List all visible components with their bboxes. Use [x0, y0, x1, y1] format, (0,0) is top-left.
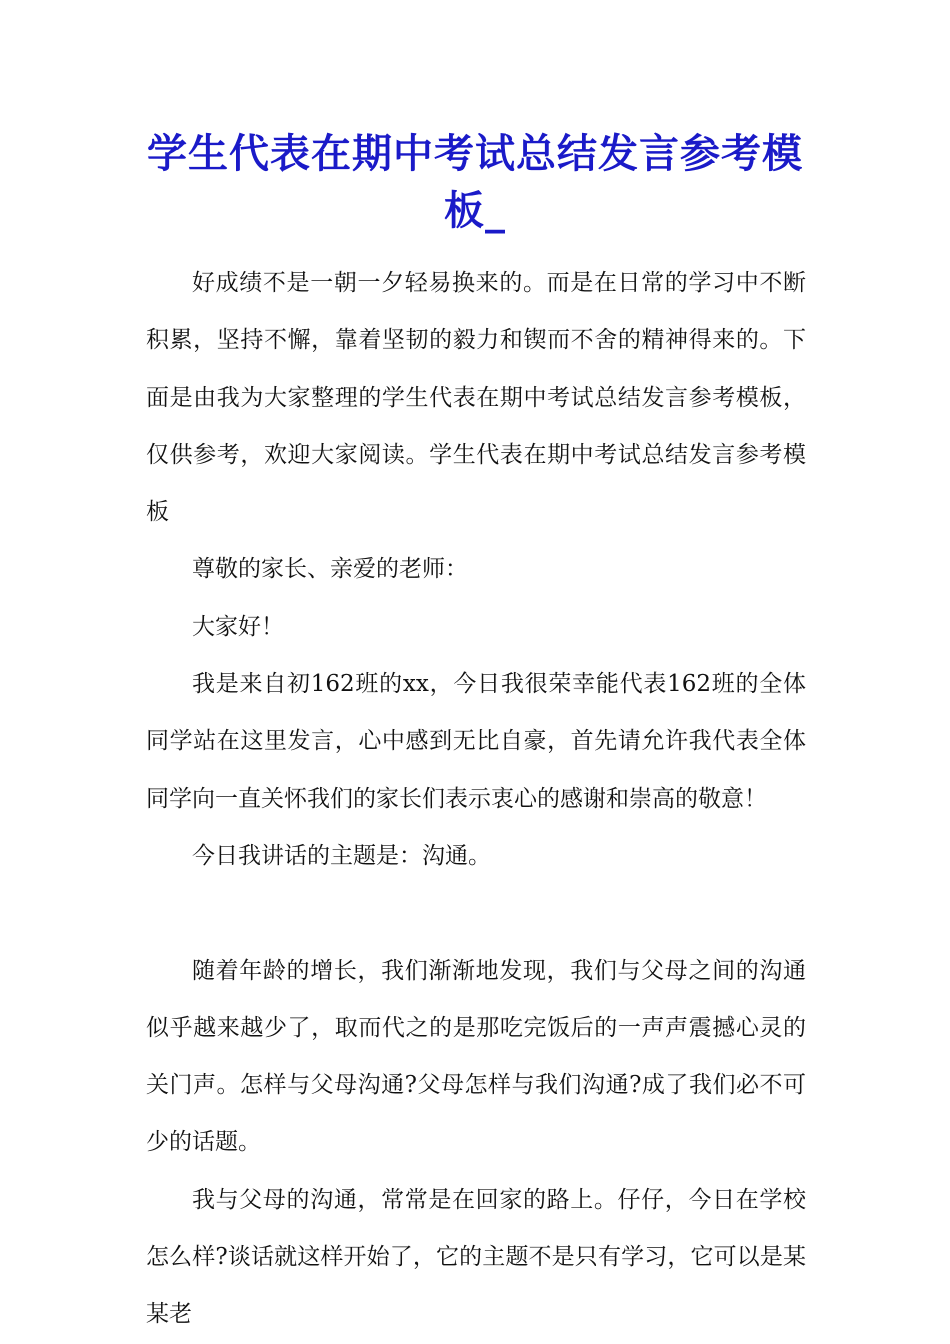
document-title: 学生代表在期中考试总结发言参考模板_ — [147, 130, 803, 234]
paragraph-salutation: 尊敬的家长、亲爱的老师： — [192, 556, 468, 583]
paragraph-parents: 我与父母的沟通，常常是在回家的路上。仔仔，今日在学校怎么样?谈话就这样开始了，它的主题不是只有学习，它可以是某某老 — [146, 1186, 806, 1328]
paragraph-greeting: 大家好！ — [192, 613, 284, 640]
paragraph-spacer — [146, 885, 806, 942]
paragraph-self-introduction: 我是来自初162班的xx，今日我很荣幸能代表162班的全体同学站在这里发言，心中感到无比自豪，首先请允许我代表全体同学向一直关怀我们的家长们表示衷心的感谢和崇高的敬意！ — [146, 671, 806, 812]
document-body — [146, 255, 806, 1344]
paragraph-communication: 随着年龄的增长，我们渐渐地发现，我们与父母之间的沟通似乎越来越少了，取而代之的是那吃完饭后的一声声震撼心灵的关门声。怎样与父母沟通?父母怎样与我们沟通?成了我们必不可少的话题。 — [146, 957, 806, 1156]
paragraph-topic: 今日我讲话的主题是：沟通。 — [192, 842, 491, 869]
paragraph-intro: 好成绩不是一朝一夕轻易换来的。而是在日常的学习中不断积累，坚持不懈，靠着坚韧的毅力和锲而不舍的精神得来的。下面是由我为大家整理的学生代表在期中考试总结发言参考模板，仅供参考，欢迎大家阅读。学生代表在期中考试总结发言参考模板 — [146, 270, 806, 526]
